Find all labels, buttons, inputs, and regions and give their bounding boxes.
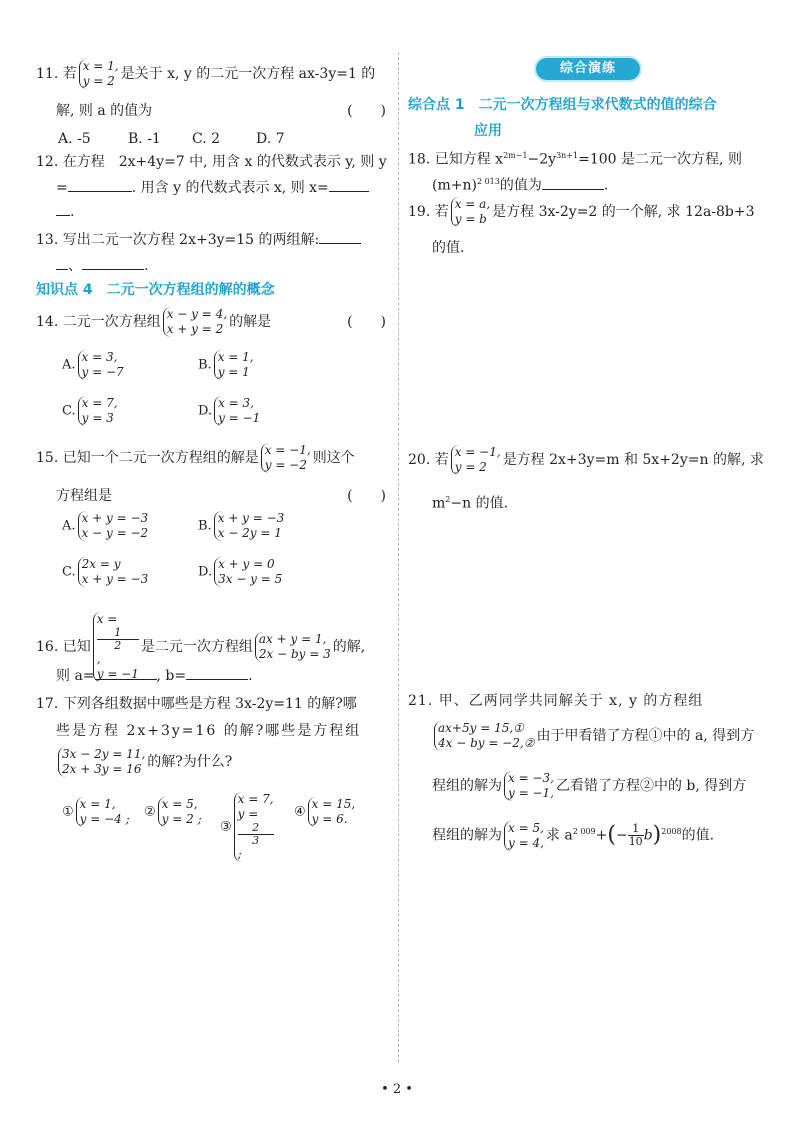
question-21: 21. 甲、乙两同学共同解关于 x, y 的方程组: [408, 693, 704, 709]
comprehensive-practice-badge: 综合演练: [536, 58, 640, 80]
question-19-line2: 的值.: [432, 240, 465, 256]
question-13-line2: 、 .: [36, 250, 388, 282]
question-11-line2: 解, 则 a 的值为 ( ): [56, 103, 386, 119]
answer-blank[interactable]: [319, 229, 361, 244]
question-11: 11. 若 x = 1, y = 2 是关于 x, y 的二元一次方程 ax-3y=1 的: [36, 59, 376, 88]
question-19: 19. 若 x = a, y = b 是方程 3x-2y=2 的一个解, 求 12a-8b+3: [408, 197, 755, 226]
question-21-line4: 程组的解为 x = 5, y = 4, 求 $a^{2 009}+(-$ $\frac{1}{10}$ b)$^{2008}$的值.: [432, 820, 715, 850]
question-16: 16. 已知 x = 1 2 , y = −1 是二元一次方程组 ax + y = 1, 2x − by = 3 的解,: [36, 612, 366, 681]
answer-blank[interactable]: [95, 665, 157, 680]
question-12: 12. 在方程 2x+4y=7 中, 用含 x 的代数式表示 y, 则 y: [36, 154, 387, 170]
question-15: 15. 已知一个二元一次方程组的解是 x = −1, y = −2 则这个: [36, 443, 355, 472]
option-d[interactable]: D. x + y = 0 3x − y = 5: [198, 557, 283, 586]
question-12-line3: .: [36, 196, 388, 228]
answer-blank[interactable]: [56, 201, 70, 216]
question-17-line3: 3x − 2y = 11, 2x + 3y = 16 的解?为什么?: [36, 746, 388, 778]
answer-blank[interactable]: [329, 177, 369, 192]
answer-blank[interactable]: [82, 255, 144, 270]
option-c[interactable]: C. x = 7, y = 3: [62, 396, 118, 425]
page-number: • 2 •: [381, 1082, 413, 1097]
question-13: 13. 写出二元一次方程 2x+3y=15 的两组解:: [36, 224, 388, 256]
question-20: 20. 若 x = −1, y = 2 是方程 2x+3y=m 和 5x+2y=n 的解, 求: [408, 445, 764, 474]
question-21-line3: 程组的解为 x = −3, y = −1, 乙看错了方程②中的 b, 得到方: [432, 771, 747, 800]
answer-blank[interactable]: [186, 665, 248, 680]
option-2: ② x = 5, y = 2 ;: [144, 797, 202, 826]
question-17-line2: 些是方程 2x+3y=16 的解?哪些是方程组: [56, 723, 362, 739]
question-11-options: A. -5 B. -1 C. 2 D. 7: [58, 131, 285, 147]
question-14: 14. 二元一次方程组 x − y = 4, x + y = 2 的解是 ( ): [36, 307, 386, 336]
option-b[interactable]: B. x = 1, y = 1: [198, 350, 254, 379]
option-3: ③ x = 7, y = 2 3 ;: [220, 792, 274, 861]
option-b[interactable]: B. x + y = −3 x − 2y = 1: [198, 511, 285, 540]
answer-blank[interactable]: [68, 177, 132, 192]
section-heading-1: 综合点 1 二元一次方程组与求代数式的值的综合: [408, 97, 717, 113]
answer-blank[interactable]: [542, 175, 604, 190]
option-d[interactable]: D. x = 3, y = −1: [198, 396, 261, 425]
solution-system: x = 1, y = 2: [79, 59, 119, 89]
option-c[interactable]: C. 2x = y x + y = −3: [62, 557, 149, 586]
option-1: ① x = 1, y = −4 ;: [62, 797, 130, 826]
option-4: ④ x = 15, y = 6.: [294, 797, 356, 826]
question-18: 18. 已知方程 $x^{2m-1}-2y^{3n+1}=100$ 是二元一次方程, 则: [408, 151, 742, 168]
answer-blank[interactable]: [56, 255, 68, 270]
question-15-line2: 方程组是 ( ): [56, 488, 386, 504]
question-16-line2: 则 a= , b= .: [36, 660, 388, 692]
question-20-line2: $m^2-n$ 的值.: [432, 495, 509, 512]
option-a[interactable]: A. x = 3, y = −7: [62, 350, 124, 379]
question-18-line2: $(m+n)^{2 013}$的值为 .: [408, 166, 764, 202]
column-divider: [398, 52, 399, 1062]
question-21-line2: ax+5y = 15,① 4x − by = −2,② 由于甲看错了方程①中的 a, 得到方: [408, 720, 764, 752]
question-17: 17. 下列各组数据中哪些是方程 3x-2y=11 的解?哪: [36, 696, 357, 712]
option-a[interactable]: A. x + y = −3 x − y = −2: [62, 511, 149, 540]
section-heading-4: 知识点 4 二元一次方程组的解的概念: [36, 282, 275, 298]
question-12-line2: = . 用含 y 的代数式表示 x, 则 x=: [36, 172, 388, 204]
section-heading-1-cont: 应用: [474, 123, 502, 139]
